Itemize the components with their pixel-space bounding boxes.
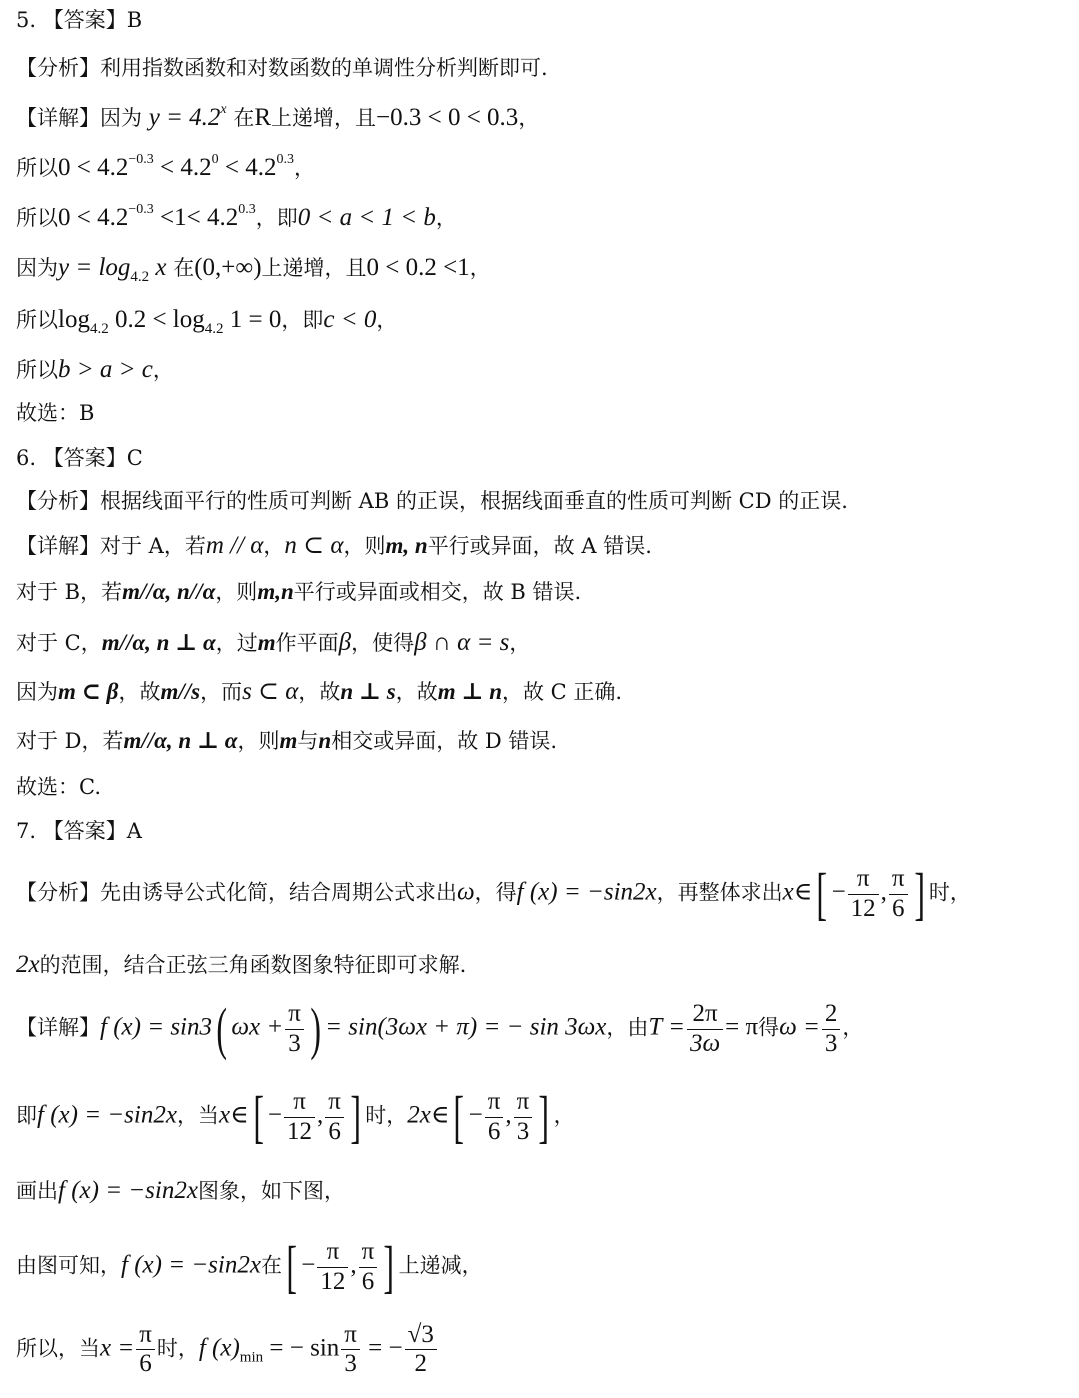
left-bracket: [ <box>286 1234 297 1299</box>
q5-answer-heading: 5. 【答案】B <box>16 8 143 32</box>
q6-detail-d: 对于 D，若m//α, n ⊥ α，则m与n相交或异面，故 D 错误. <box>16 728 558 753</box>
fraction: $\frac{\pi}{6}$ <box>136 1322 155 1378</box>
fraction: $\frac{√3}{2}$ <box>405 1322 437 1378</box>
fraction: $\frac{\pi}{6}$ <box>889 866 908 922</box>
q5-detail-line1: 【详解】因为 $y = 4.2^x$ 在R上递增，且−0.3 < 0 < 0.3， <box>16 102 540 131</box>
fraction: $\frac{\pi}{12}$ <box>317 1239 348 1295</box>
q6-analysis: 【分析】根据线面平行的性质可判断 AB 的正误，根据线面垂直的性质可判断 CD 的正误. <box>16 489 848 513</box>
q5-detail-line5: 所以$\log_{4.2} 0.2 < \log_{4.2} 1 = 0$，即c < 0， <box>16 306 398 337</box>
q6-detail-c1: 对于 C，m//α, n ⊥ α，过m作平面β，使得β ∩ α = s， <box>16 629 531 656</box>
q5-detail-line6: 所以b > a > c， <box>16 356 174 383</box>
fraction: $\frac{\pi}{6}$ <box>359 1239 378 1295</box>
q7-analysis-line1: 【分析】先由诱导公式化简，结合周期公式求出ω，得f (x) = −sin2x，再整体求出x∈[ − $\frac{\pi}{12}$ , $\frac{\pi}{6}$ ] 时， <box>16 861 971 926</box>
q5-choice: 故选：B <box>16 401 95 425</box>
q6-answer-heading: 6. 【答案】C <box>16 446 143 470</box>
right-paren: ) <box>310 996 321 1061</box>
fraction: $\frac{\pi}{12}$ <box>284 1089 315 1145</box>
q5-detail-line4: 因为$y = \log_{4.2} x$ 在(0,+∞)上递增，且0 < 0.2 <1， <box>16 254 491 285</box>
fraction: $\frac{2}{3}$ <box>822 1001 841 1057</box>
right-bracket: ] <box>383 1234 395 1299</box>
q7-analysis-line2: 2x的范围，结合正弦三角函数图象特征即可求解. <box>16 951 467 978</box>
q5-detail-line2: 所以$0 < 4.2^{-0.3} < 4.2^0 < 4.2^{0.3}$， <box>16 152 315 181</box>
q7-detail-line4: 由图可知，f (x) = −sin2x在[ − $\frac{\pi}{12}$ , $\frac{\pi}{6}$ ] 上递减， <box>16 1234 483 1299</box>
left-paren: ( <box>216 996 227 1061</box>
right-bracket: ] <box>913 861 925 926</box>
q7-answer-heading: 7. 【答案】A <box>16 819 142 843</box>
left-bracket: [ <box>816 861 828 926</box>
q7-detail-line3: 画出f (x) = −sin2x图象，如下图， <box>16 1177 345 1204</box>
q7-detail-line1: 【详解】f (x) = sin3( ωx + $\frac{\pi}{3}$ ) = sin(3ωx + π) = − sin 3ωx，由T = $\frac{2\pi}{3\omega}$ = π得ω = $\frac{2}{3}$ ， <box>16 996 864 1061</box>
fraction: $\frac{\pi}{12}$ <box>848 866 879 922</box>
right-bracket: ] <box>350 1084 361 1149</box>
q6-detail-a: 【详解】对于 A，若m // α，n ⊂ α，则m, n平行或异面，故 A 错误. <box>16 532 652 559</box>
right-bracket: ] <box>538 1084 550 1149</box>
fraction: $\frac{\pi}{6}$ <box>325 1089 344 1145</box>
fraction: $\frac{2\pi}{3\omega}$ <box>687 1001 723 1057</box>
fraction: $\frac{\pi}{3}$ <box>341 1322 360 1378</box>
left-bracket: [ <box>453 1084 465 1149</box>
q7-detail-line5: 所以，当x = $\frac{\pi}{6}$ 时，f $(x)_{min}$ = − sin $\frac{\pi}{3}$ = − $\frac{√3}{2}$ <box>16 1322 439 1378</box>
q6-detail-b: 对于 B，若m//α, n//α，则m,n平行或异面或相交，故 B 错误. <box>16 579 582 604</box>
q7-detail-line2: 即f (x) = −sin2x，当x∈[ − $\frac{\pi}{12}$ , $\frac{\pi}{6}$ ] 时，2x∈[ − $\frac{\pi}{6}$ , $\frac{\pi}{3}$ ] ， <box>16 1084 575 1149</box>
left-bracket: [ <box>252 1084 264 1149</box>
fraction: $\frac{\pi}{6}$ <box>485 1089 504 1145</box>
q5-detail-line3: 所以$0 < 4.2^{-0.3} <1< 4.2^{0.3}$，即0 < a < 1 < b， <box>16 202 457 231</box>
fraction: $\frac{\pi}{3}$ <box>514 1089 533 1145</box>
q6-detail-c2: 因为m ⊂ β，故m//s，而s ⊂ α，故n ⊥ s，故m ⊥ n，故 C 正确. <box>16 678 623 705</box>
q6-choice: 故选：C. <box>16 775 101 799</box>
fraction: $\frac{\pi}{3}$ <box>285 1001 304 1057</box>
q5-analysis: 【分析】利用指数函数和对数函数的单调性分析判断即可. <box>16 56 548 80</box>
